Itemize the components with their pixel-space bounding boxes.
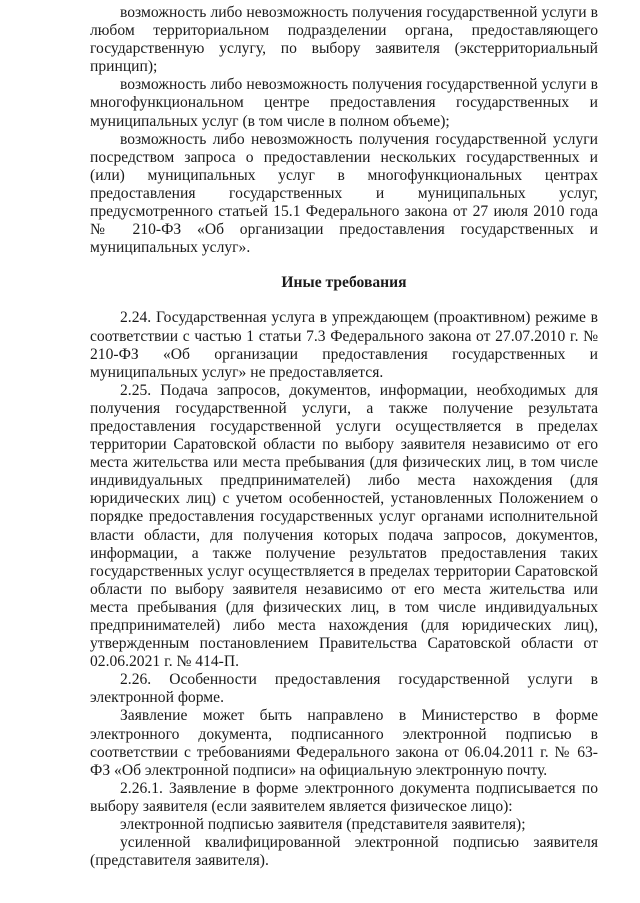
paragraph-2-25: 2.25. Подача запросов, документов, информации, необходимых для получения государственной услуги, а также получение результата предоставления государственной услуги осуществляется в пределах территории Саратовской области по выбору заявителя независимо от его места жительства или места пребывания (для физических лиц, в том числе индивидуальных предпринимателей) либо места нахождения (для юридических лиц) с учетом особенностей, установленных Положением о порядке предоставления государственных услуг органами исполнительной власти области, для получения которых подача запросов, документов, информации, а также получение результатов предоставления таких государственных услуг осуществляется в пределах территории Саратовской области по выбору заявителя независимо от его места жительства или места пребывания (для физических лиц, в том числе индивидуальных предпринимателей) либо места нахождения (для юридических лиц), утвержденным постановлением Правительства Саратовской области от 02.06.2021 г. № 414-П. — [90, 381, 598, 671]
paragraph-electronic-submission: Заявление может быть направлено в Министерство в форме электронного документа, подписанного электронной подписью в соответствии с требованиями Федерального закона от 06.04.2011 г. № 63-ФЗ «Об электронной подписи» на официальную электронную почту. — [90, 707, 598, 779]
paragraph-extraterritorial: возможность либо невозможность получения государственной услуги в любом территориальном подразделении органа, предоставляющего государственную услугу, по выбору заявителя (экстерриториальный принцип); — [90, 4, 598, 76]
paragraph-complex-request: возможность либо невозможность получения государственной услуги посредством запроса о предоставлении нескольких государственных и (или) муниципальных услуг в многофункциональных центрах предоставления государственных и муниципальных услуг, предусмотренного статьей 15.1 Федерального закона от 27 июля 2010 года № 210-ФЗ «Об организации предоставления государственных и муниципальных услуг». — [90, 130, 598, 257]
section-title: Иные требования — [281, 274, 407, 292]
paragraph-signature-qualified: усиленной квалифицированной электронной подписью заявителя (представителя заявителя). — [90, 834, 598, 870]
paragraph-2-26-1: 2.26.1. Заявление в форме электронного документа подписывается по выбору заявителя (если заявителем является физическое лицо): — [90, 779, 598, 815]
paragraph-signature-applicant: электронной подписью заявителя (представителя заявителя); — [120, 816, 526, 834]
paragraph-2-26: 2.26. Особенности предоставления государственной услуги в электронной форме. — [90, 671, 598, 707]
paragraph-mfc: возможность либо невозможность получения государственной услуги в многофункциональном центре предоставления государственных и муниципальных услуг (в том числе в полном объеме); — [90, 76, 598, 130]
paragraph-2-24: 2.24. Государственная услуга в упреждающем (проактивном) режиме в соответствии с частью 1 статьи 7.3 Федерального закона от 27.07.2010 г. № 210-ФЗ «Об организации предоставления государственных и муниципальных услуг» не предоставляется. — [90, 309, 598, 381]
